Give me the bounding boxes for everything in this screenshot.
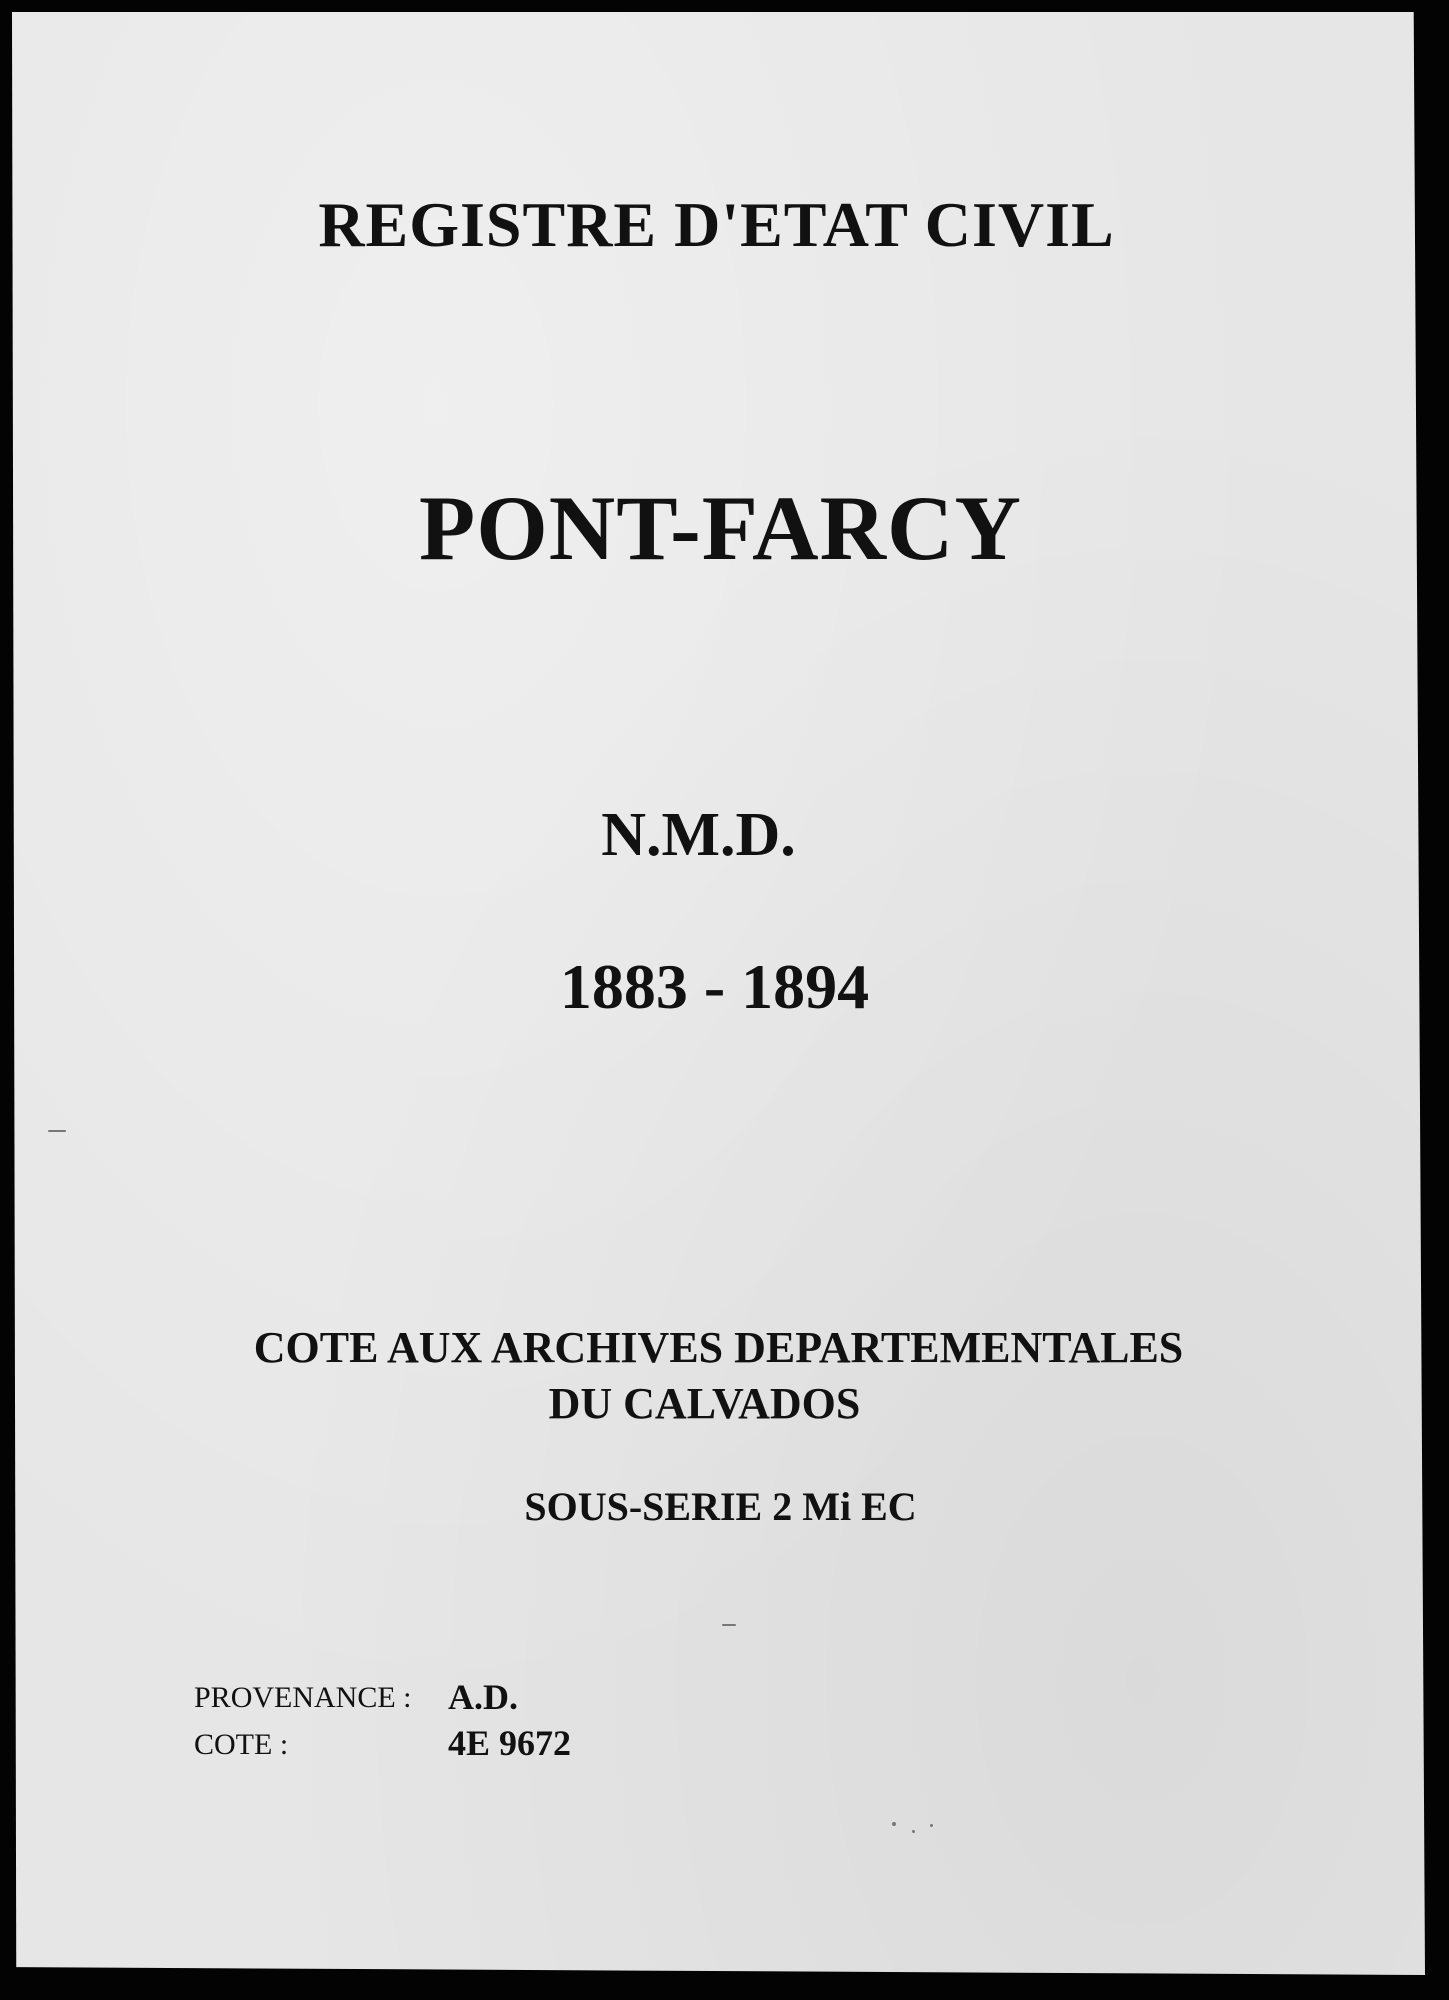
paper-speck	[930, 1824, 933, 1827]
subseries: SOUS-SERIE 2 Mi EC	[524, 1484, 917, 1529]
archive-line-1: COTE AUX ARCHIVES DEPARTEMENTALES	[253, 1323, 1184, 1372]
paper-speck	[48, 1130, 66, 1132]
record-types: N.M.D.	[601, 801, 796, 869]
cote-value: 4E 9672	[448, 1723, 572, 1763]
paper-speck	[722, 1624, 736, 1626]
paper-speck	[892, 1822, 896, 1826]
paper-speck	[912, 1830, 915, 1833]
cote-label: COTE :	[194, 1728, 289, 1761]
register-heading: REGISTRE D'ETAT CIVIL	[318, 189, 1115, 260]
provenance-value: A.D.	[448, 1677, 518, 1717]
year-range: 1883 - 1894	[559, 951, 870, 1022]
commune-name: PONT-FARCY	[419, 477, 1022, 579]
provenance-label: PROVENANCE :	[194, 1681, 412, 1714]
archive-line-2: DU CALVADOS	[548, 1379, 861, 1428]
